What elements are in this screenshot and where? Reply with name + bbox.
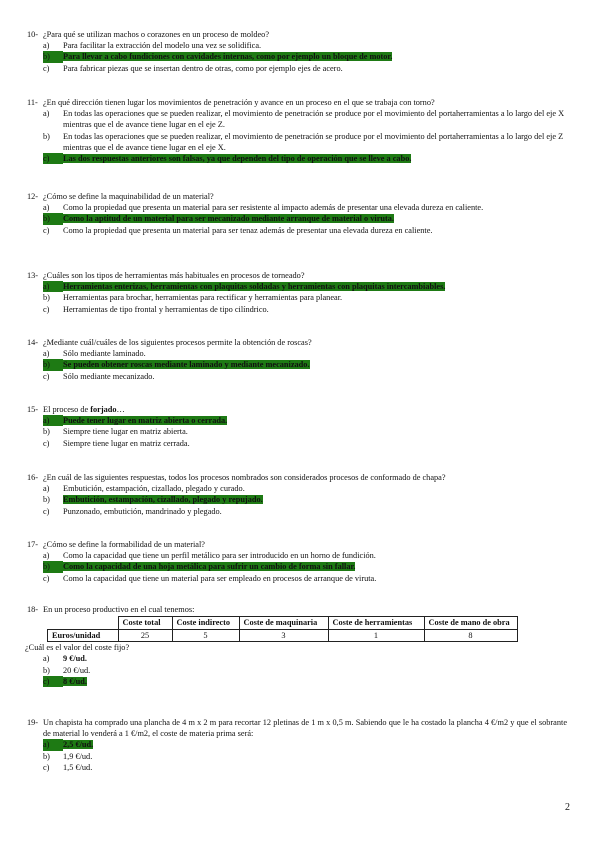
highlighted-answer: 2,5 €/ud. — [63, 740, 94, 750]
question-16: 16- ¿En cuál de las siguientes respuestas, todos los procesos nombrados son considerados procesos de conformado de chapa? a) Embutición, estampación, cizallado, plegado y curado. b) Embutición, estampación, cizallado, plegado y repujado. c) Punzonado, embutición, mandrinado y plegado. — [27, 472, 567, 517]
question-number: 10- — [27, 30, 39, 39]
question-13: 13- ¿Cuáles son los tipos de herramientas más habituales en procesos de torneado? a) Herramientas enterizas, herramientas con plaquitas soldadas y herramientas con plaquitas intercambiables. b) Herramientas para brochar, herramientas para rectificar y herramientas para planear. c) Herramientas de tipo frontal y herramientas de tipo cilíndrico. — [27, 270, 567, 315]
option-a: a) 9 €/ud. — [43, 654, 87, 664]
option-c-correct: c) Las dos respuestas anteriores son falsas, ya que dependen del tipo de operación que se lleve a cabo. — [43, 154, 412, 164]
option-c: c) Como la propiedad que presenta un material para ser tenaz además de presentar una elevada dureza en caliente. — [43, 225, 433, 235]
option-b-correct: b) Para llevar a cabo fundiciones con cavidades internas, como por ejemplo un bloque de motor. — [43, 52, 393, 62]
highlighted-answer: Para llevar a cabo fundiciones con cavidades internas, como por ejemplo un bloque de motor. — [63, 52, 393, 62]
highlighted-answer: Se pueden obtener roscas mediante laminado y mediante mecanizado. — [63, 360, 310, 370]
question-text: ¿Cuáles son los tipos de herramientas más habituales en procesos de torneado? — [43, 271, 305, 280]
option-c: c) Para fabricar piezas que se insertan dentro de otras, como por ejemplo ejes de acero. — [43, 63, 343, 73]
page-number: 2 — [565, 802, 570, 813]
option-c: c) Sólo mediante mecanizado. — [43, 371, 155, 381]
option-a: a) Para facilitar la extracción del modelo una vez se solidifica. — [43, 41, 262, 51]
highlighted-answer: Embutición, estampación, cizallado, plegado y repujado. — [63, 495, 263, 505]
question-18: 18- En un proceso productivo en el cual tenemos: Coste total Coste indirecto Coste de maquinaria Coste de herramientas Coste de mano de obra Euros/unidad 25 5 3 1 8 ¿Cuál es el valor del coste fijo? a) 9 €/ud. b) 20 €/ud. c) 8 €/ud. — [27, 604, 567, 687]
followup-question: ¿Cuál es el valor del coste fijo? — [25, 643, 130, 653]
question-text: ¿Mediante cuál/cuáles de los siguientes procesos permite la obtención de roscas? — [43, 338, 312, 347]
option-b: b) Herramientas para brochar, herramientas para rectificar y herramientas para planear. — [43, 293, 343, 303]
highlighted-answer: Puede tener lugar en matriz abierta o cerrada. — [63, 416, 228, 426]
question-text: ¿En qué dirección tienen lugar los movimientos de penetración y avance en un proceso en el que se trabaja con torno? — [43, 98, 435, 107]
option-b: b) 1,9 €/ud. — [43, 751, 93, 761]
table-cell: 25 — [118, 629, 172, 642]
option-b: b) Siempre tiene lugar en matriz abierta. — [43, 427, 188, 437]
table-cell: 5 — [172, 629, 239, 642]
option-b-correct: b) Como la aptitud de un material para ser mecanizado mediante arranque de material o viruta. — [43, 214, 395, 224]
question-text: Un chapista ha comprado una plancha de 4 m x 2 m para recortar 12 pletinas de 1 m x 0,5 m. Sabiendo que le ha costado la plancha 4 €/m2 y que el sobrante de material lo venderá a 1 €/m2, el coste de materia prima será: — [43, 718, 567, 739]
highlighted-answer: 8 €/ud. — [63, 676, 87, 686]
question-12: 12- ¿Cómo se define la maquinabilidad de un material? a) Como la propiedad que presenta un material para ser resistente al impacto además de presentar una elevada dureza en caliente. b) Como la aptitud de un material para ser mecanizado mediante arranque de material o viruta. c) Como la propiedad que presenta un material para ser tenaz además de presentar una elevada dureza en caliente. — [27, 191, 567, 236]
question-text: En un proceso productivo en el cual tenemos: — [43, 605, 195, 614]
table-cell: 3 — [239, 629, 328, 642]
table-header-row — [48, 617, 518, 630]
table-header: Coste de mano de obra — [424, 617, 517, 630]
question-text: ¿Cómo se define la formabilidad de un material? — [43, 540, 205, 549]
option-c: c) 1,5 €/ud. — [43, 762, 93, 772]
option-c: c) Punzonado, embutición, mandrinado y plegado. — [43, 506, 222, 516]
option-a: a) Embutición, estampación, cizallado, plegado y curado. — [43, 484, 245, 494]
question-text: ¿Para qué se utilizan machos o corazones en un proceso de moldeo? — [43, 30, 270, 39]
option-a-correct: a) Herramientas enterizas, herramientas con plaquitas soldadas y herramientas con plaquitas intercambiables. — [43, 282, 446, 292]
option-b-correct: b) Se pueden obtener roscas mediante laminado y mediante mecanizado. — [43, 360, 310, 370]
row-label: Euros/unidad — [48, 629, 119, 642]
question-14: 14- ¿Mediante cuál/cuáles de los siguientes procesos permite la obtención de roscas? a) Sólo mediante laminado. b) Se pueden obtener roscas mediante laminado y mediante mecanizado. c) Sólo mediante mecanizado. — [27, 337, 567, 382]
option-a: a) Como la capacidad que tiene un perfil metálico para ser introducido en un horno de fundición. — [43, 551, 376, 561]
highlighted-answer: Las dos respuestas anteriores son falsas, ya que dependen del tipo de operación que se lleve a cabo. — [63, 154, 412, 164]
question-text: ¿Cómo se define la maquinabilidad de un material? — [43, 192, 214, 201]
option-b: b) En todas las operaciones que se pueden realizar, el movimiento de penetración se produce por el movimiento del portaherramientas a lo largo del eje Z mientras que el de avance tiene lugar en el eje X. — [43, 131, 564, 152]
question-19: 19- Un chapista ha comprado una plancha de 4 m x 2 m para recortar 12 pletinas de 1 m x 0,5 m. Sabiendo que le ha costado la plancha 4 €/m2 y que el sobrante de material lo venderá a 1 €/m2, el coste de materia prima será: a) 2,5 €/ud. b) 1,9 €/ud. c) 1,5 €/ud. — [27, 718, 567, 772]
question-10 — [27, 29, 567, 74]
question-15: 15- El proceso de forjado… a) Puede tener lugar en matriz abierta o cerrada. b) Siempre tiene lugar en matriz abierta. c) Siempre tiene lugar en matriz cerrada. — [27, 404, 567, 449]
highlighted-answer: Como la capacidad de una hoja metálica para sufrir un cambio de forma sin fallar. — [63, 562, 356, 572]
question-17: 17- ¿Cómo se define la formabilidad de un material? a) Como la capacidad que tiene un perfil metálico para ser introducido en un horno de fundición. b) Como la capacidad de una hoja metálica para sufrir un cambio de forma sin fallar. c) Como la capacidad que tiene un material para ser empleado en procesos de arranque de viruta. — [27, 539, 567, 584]
question-text: El proceso de forjado… — [43, 405, 125, 414]
option-b-correct: b) Embutición, estampación, cizallado, plegado y repujado. — [43, 495, 263, 505]
option-a-correct: a) Puede tener lugar en matriz abierta o cerrada. — [43, 416, 228, 426]
cost-table — [47, 616, 518, 642]
option-b: b) 20 €/ud. — [43, 665, 91, 675]
question-text: ¿En cuál de las siguientes respuestas, todos los procesos nombrados son considerados procesos de conformado de chapa? — [43, 473, 446, 482]
option-c-correct: c) 8 €/ud. — [43, 676, 87, 686]
highlighted-answer: Herramientas enterizas, herramientas con plaquitas soldadas y herramientas con plaquitas intercambiables. — [63, 282, 446, 292]
table-row — [48, 629, 518, 642]
option-a: a) Sólo mediante laminado. — [43, 349, 146, 359]
table-header: Coste indirecto — [172, 617, 239, 630]
table-header: Coste total — [118, 617, 172, 630]
option-c: c) Siempre tiene lugar en matriz cerrada. — [43, 438, 190, 448]
highlighted-answer: Como la aptitud de un material para ser mecanizado mediante arranque de material o viruta. — [63, 214, 395, 224]
table-header: Coste de maquinaria — [239, 617, 328, 630]
option-a: a) En todas las operaciones que se pueden realizar, el movimiento de penetración se produce por el movimiento del portaherramientas a lo largo del eje X mientras que el de avance tiene lugar en el eje Z. — [43, 109, 565, 130]
option-a-correct: a) 2,5 €/ud. — [43, 740, 94, 750]
option-c: c) Herramientas de tipo frontal y herramientas de tipo cilíndrico. — [43, 304, 269, 314]
table-header: Coste de herramientas — [328, 617, 424, 630]
question-11: 11- ¿En qué dirección tienen lugar los movimientos de penetración y avance en un proceso en el que se trabaja con torno? a) En todas las operaciones que se pueden realizar, el movimiento de penetración se produce por el movimiento del portaherramientas a lo largo del eje X mientras que el de avance tiene lugar en el eje Z. b) En todas las operaciones que se pueden realizar, el movimiento de penetración se produce por el movimiento del portaherramientas a lo largo del eje Z mientras que el de avance tiene lugar en el eje X. c) Las dos respuestas anteriores son falsas, ya que dependen del tipo de operación que se lleve a cabo. — [27, 97, 567, 164]
option-c: c) Como la capacidad que tiene un material para ser empleado en procesos de arranque de viruta. — [43, 573, 377, 583]
table-cell: 8 — [424, 629, 517, 642]
table-cell: 1 — [328, 629, 424, 642]
option-a: a) Como la propiedad que presenta un material para ser resistente al impacto además de presentar una elevada dureza en caliente. — [43, 203, 484, 213]
option-b-correct: b) Como la capacidad de una hoja metálica para sufrir un cambio de forma sin fallar. — [43, 562, 356, 572]
